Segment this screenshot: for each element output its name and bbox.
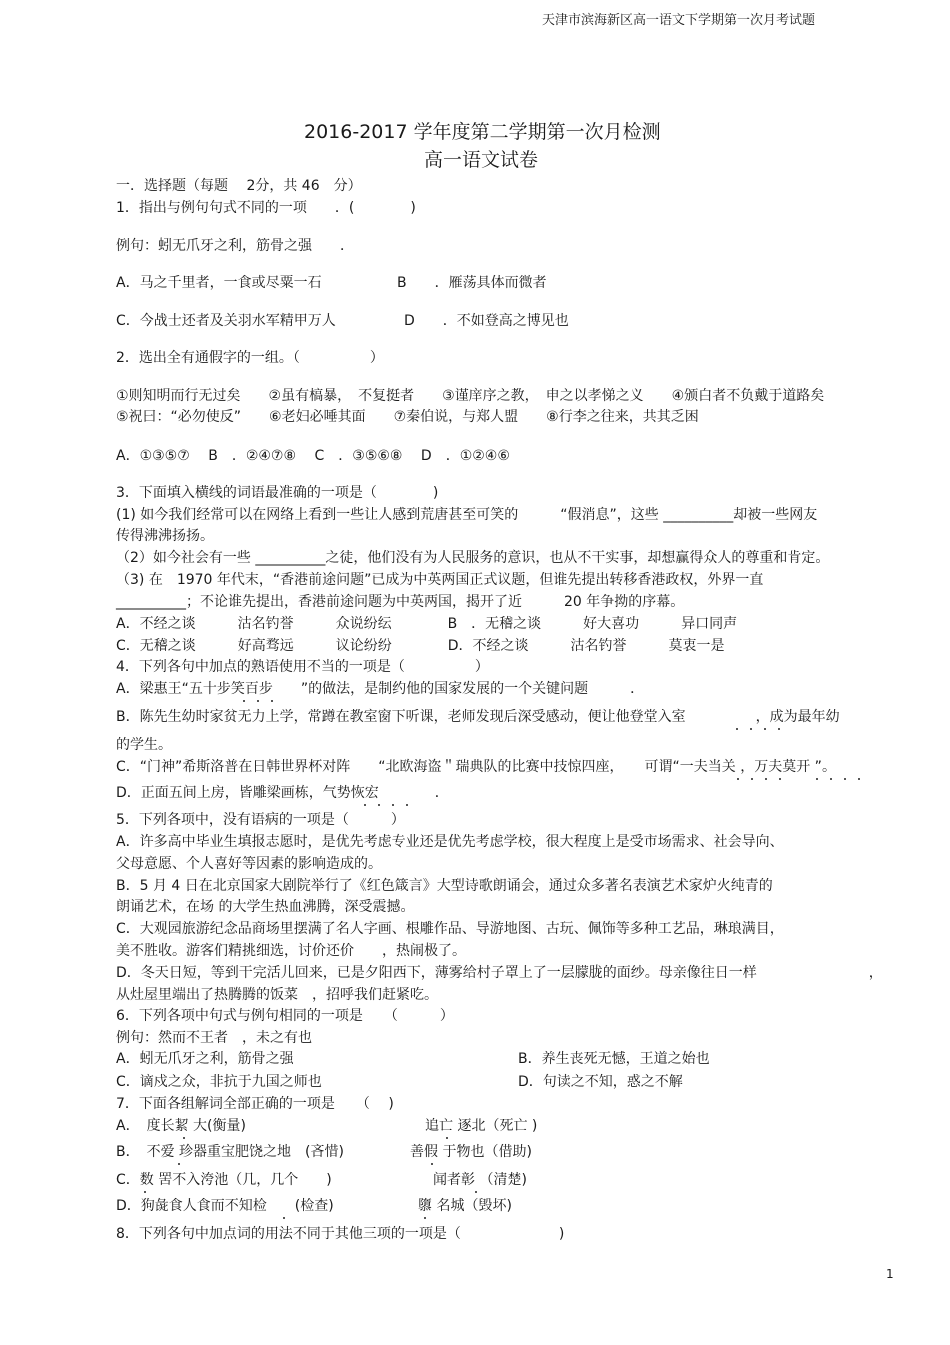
option-b: B．养生丧死无憾，王道之始也 (518, 1051, 710, 1067)
option-a: A．许多高中毕业生填报志愿时，是优先考虑专业还是优先考虑学校，很大程度上是受市场需求、社会导向、 (116, 834, 784, 850)
question-2: 2．选出全有通假字的一组。（ ） (116, 350, 384, 366)
emphasis-dot (283, 1217, 285, 1219)
emphasis-dot (830, 778, 832, 780)
emphasis-dot (475, 1191, 477, 1193)
question-4: 4．下列各句中加点的熟语使用不当的一项是（ ） (116, 659, 489, 675)
emphasis-dot (858, 778, 860, 780)
item-list: ⑤祝曰：“必勿使反” ⑥老妇必唾其面 ⑦秦伯说，与郑人盟 ⑧行李之往来，共其乏困 (116, 409, 699, 425)
option-a: A． 度长絜 大(衡量) (116, 1118, 246, 1134)
option-b: B ．雁荡具体而微者 (397, 275, 547, 291)
emphasis-dot (446, 1137, 448, 1139)
options-line: C．无稽之谈 好高骛远 议论纷纷 D．不经之谈 沽名钓誉 莫衷一是 (116, 638, 725, 654)
emphasis-dot (178, 1163, 180, 1165)
option-b: B．5 月 4 日在北京国家大剧院举行了《红色箴言》大型诗歌朗诵会，通过众多著名表演艺术家炉火纯青的 (116, 878, 773, 894)
item-list: ①则知明而行无过矣 ②虽有槁暴， 不复挺者 ③谨庠序之教， 申之以孝悌之义 ④颁白者不负戴于道路矣 (116, 388, 825, 404)
option-a-part-2: 追亡 逐北（死亡 ) (425, 1118, 538, 1134)
emphasis-dot (736, 728, 738, 730)
option-b: B．陈先生幼时家贫无力上学，常蹲在教室窗下听课，老师发现后深受感动，便让他登堂入室 ，成为最年幼 (116, 709, 840, 725)
emphasis-dot (764, 728, 766, 730)
emphasis-dot (378, 804, 380, 806)
emphasis-dot (406, 804, 408, 806)
option-b-continued: 朗诵艺术，在场 的大学生热血沸腾，深受震撼。 (116, 899, 415, 915)
option-d: D．狗彘食人食而不知检 (检查) (116, 1198, 334, 1214)
emphasis-dot (778, 728, 780, 730)
option-d-continued: 从灶屋里端出了热腾腾的饭菜 ，招呼我们赶紧吃。 (116, 987, 438, 1003)
question-7: 7．下面各组解词全部正确的一项是 （ ) (116, 1096, 394, 1112)
option-c: C．大观园旅游纪念品商场里摆满了名人字画、根雕作品、导游地图、古玩、佩饰等多种工艺品，琳琅满目， (116, 921, 784, 937)
emphasis-dot (779, 778, 781, 780)
option-d: D．正面五间上房，皆雕梁画栋，气势恢宏 ． (116, 785, 449, 801)
question-1: 1．指出与例句句式不同的一项 ．( ) (116, 200, 416, 216)
option-c: C．数 罟不入洿池（几，几个 ) (116, 1172, 332, 1188)
emphasis-dot (816, 778, 818, 780)
page-number: 1 (886, 1267, 894, 1281)
emphasis-dot (271, 700, 273, 702)
emphasis-dot (183, 1137, 185, 1139)
option-d: D ．不如登高之博见也 (404, 313, 569, 329)
question-text: __________；不论谁先提出，香港前途问题为中英两国，揭开了近 20 年争拗的序幕。 (116, 594, 685, 610)
question-text: （2）如今社会有一些 __________之徒，他们没有为人民服务的意识，也从不干实事，却想赢得众人的尊重和肯定。 (116, 550, 830, 566)
option-c: C．今战士还者及关羽水军精甲万人 (116, 313, 336, 329)
example-sentence: 例句：然而不王者 ，未之有也 (116, 1030, 312, 1046)
exam-subtitle: 高一语文试卷 (424, 149, 539, 171)
example-sentence: 例句：蚓无爪牙之利，筋骨之强 ． (116, 238, 354, 254)
option-a: A．梁惠王“五十步笑百步 ”的做法，是制约他的国家发展的一个关键问题 ． (116, 681, 645, 697)
question-6: 6．下列各项中句式与例句相同的一项是 （ ） (116, 1008, 454, 1024)
option-b-part-2: 善假 于物也（借助) (410, 1144, 532, 1160)
option-c: C．谪戍之众，非抗于九国之师也 (116, 1074, 322, 1090)
options-line: A．不经之谈 沽名钓誉 众说纷纭 B ．无稽之谈 好大喜功 异口同声 (116, 616, 738, 632)
running-header: 天津市滨海新区高一语文下学期第一次月考试题 (542, 13, 816, 28)
emphasis-dot (765, 778, 767, 780)
option-d: D．冬天日短，等到干完活儿回来，已是夕阳西下，薄雾给村子罩上了一层朦胧的面纱。母亲像往日一样 ， (116, 965, 883, 981)
option-d: D．句读之不知，惑之不解 (518, 1074, 683, 1090)
emphasis-dot (844, 778, 846, 780)
section-heading: 一．选择题（每题 2分，共 46 分） (116, 178, 362, 194)
emphasis-dot (364, 804, 366, 806)
option-b: B． 不爱 珍器重宝肥饶之地 (吝惜) (116, 1144, 344, 1160)
option-b-continued: 的学生。 (116, 737, 172, 753)
option-c: C．“门神”希斯洛普在日韩世界杯对阵 “北欧海盗＂瑞典队的比赛中技惊四座， 可谓“一夫当关 ，万夫莫开 ”。 (116, 759, 836, 775)
exam-title: 2016-2017 学年度第二学期第一次月检测 (304, 121, 661, 143)
emphasis-dot (243, 700, 245, 702)
question-8: 8．下列各句中加点词的用法不同于其他三项的一项是（ ) (116, 1226, 565, 1242)
question-5: 5．下列各项中，没有语病的一项是（ ） (116, 812, 405, 828)
emphasis-dot (144, 1191, 146, 1193)
emphasis-dot (392, 804, 394, 806)
option-c-continued: 美不胜收。游客们精挑细选，讨价还价 ，热闹极了。 (116, 943, 466, 959)
question-text: （3) 在 1970 年代末，“香港前途问题”已成为中英两国正式议题，但谁先提出转移香港政权，外界一直 (116, 572, 764, 588)
option-d-part-2: 隳 名城（毁坏) (418, 1198, 512, 1214)
emphasis-dot (424, 1217, 426, 1219)
question-3: 3．下面填入横线的词语最准确的一项是（ ) (116, 485, 439, 501)
options-line: A．①③⑤⑦ B ．②④⑦⑧ C ．③⑤⑥⑧ D ．①②④⑥ (116, 448, 510, 464)
option-a-continued: 父母意愿、个人喜好等因素的影响造成的。 (116, 856, 382, 872)
option-c-part-2: 闻者彰 （清楚) (433, 1172, 527, 1188)
question-text: (1) 如今我们经常可以在网络上看到一些让人感到荒唐甚至可笑的 “假消息”，这些 __________却被一些网友 (116, 507, 818, 523)
question-text: 传得沸沸扬扬。 (116, 528, 214, 544)
emphasis-dot (750, 728, 752, 730)
emphasis-dot (257, 700, 259, 702)
option-a: A．蚓无爪牙之利，筋骨之强 (116, 1051, 294, 1067)
option-a: A．马之千里者，一食或尽粟一石 (116, 275, 322, 291)
emphasis-dot (751, 778, 753, 780)
emphasis-dot (431, 1163, 433, 1165)
emphasis-dot (737, 778, 739, 780)
